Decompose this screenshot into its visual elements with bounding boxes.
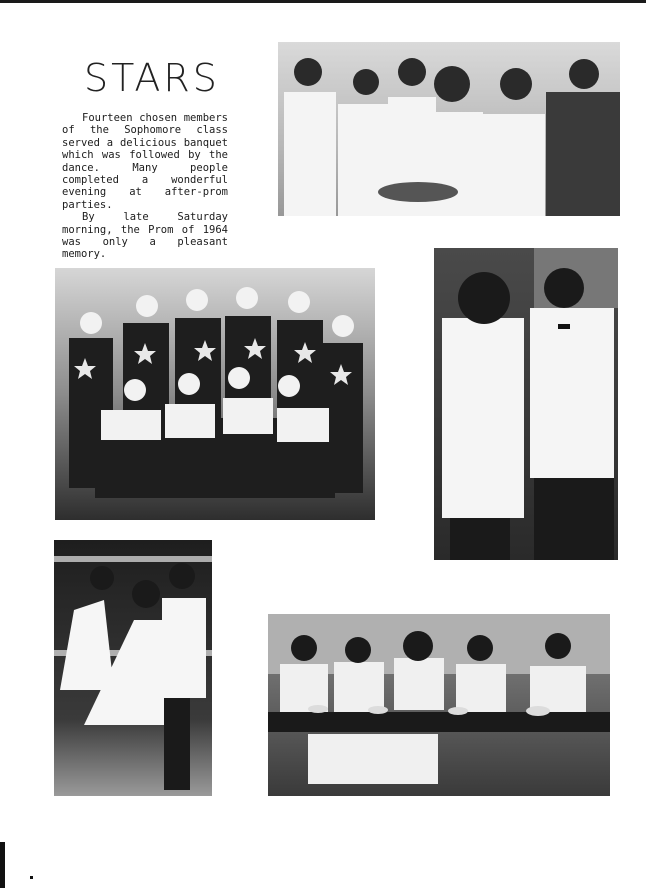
photo-banquet-table (268, 614, 610, 796)
margin-dot (30, 876, 33, 879)
top-rule (0, 0, 646, 3)
photo-prom-couple (434, 248, 618, 560)
photo-icon (434, 248, 618, 560)
photo-icon (268, 614, 610, 796)
photo-icon (278, 42, 620, 216)
paragraph-1: Fourteen chosen members of the Sophomore class served a delicious banquet which was followed by the dance. Many people completed a wonderful evening at after-prom parties. (62, 112, 228, 211)
photo-receiving-line (278, 42, 620, 216)
photo-icon (54, 540, 212, 796)
page-title: STARS (84, 56, 220, 100)
margin-mark (0, 842, 5, 888)
paragraph-2: By late Saturday morning, the Prom of 1964 was only a pleasant memory. (62, 211, 228, 261)
photo-star-group (55, 268, 375, 520)
photo-icon (55, 268, 375, 520)
body-text (62, 112, 228, 261)
photo-dancing-couple (54, 540, 212, 796)
